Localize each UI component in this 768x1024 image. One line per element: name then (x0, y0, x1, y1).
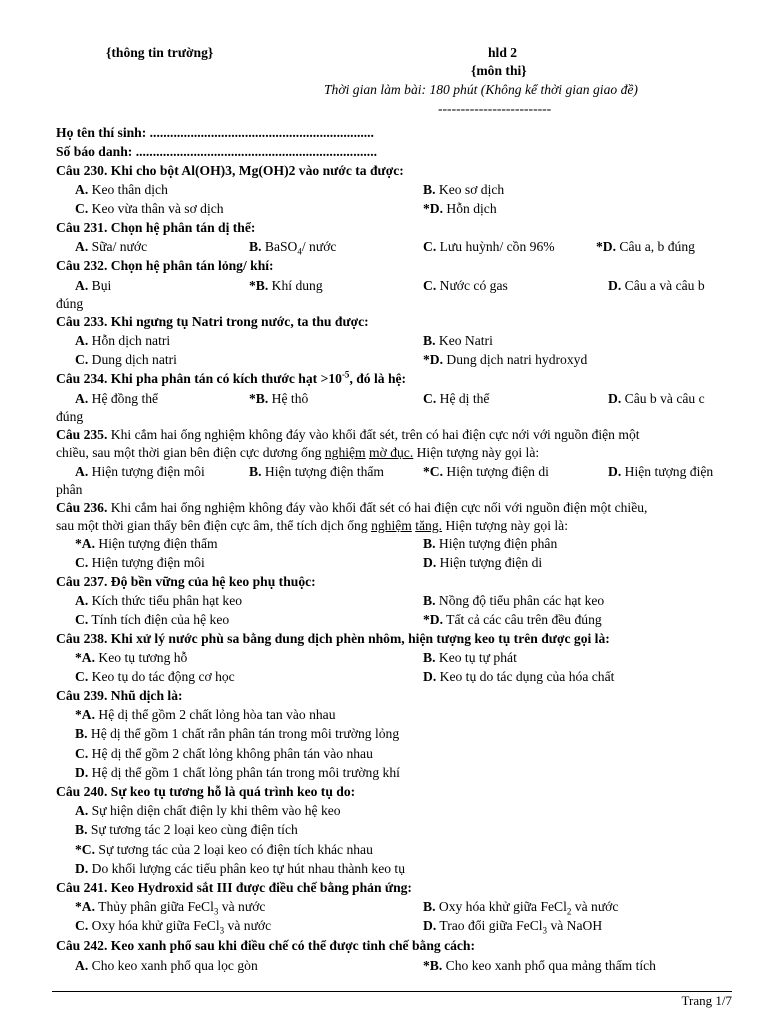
question-230: Câu 230. Khi cho bột Al(OH)3, Mg(OH)2 vào nước ta được: (56, 163, 404, 178)
answer-a: A. Hiện tượng điện môi (75, 464, 205, 479)
question-233: Câu 233. Khi ngưng tụ Natri trong nước, ta thu được: (56, 314, 369, 329)
question-242: Câu 242. Keo xanh phổ sau khi điều chế có thể được tinh chế bằng cách: (56, 938, 476, 953)
answer-d: D. Do khối lượng các tiểu phân keo tự hút nhau thành keo tụ (75, 861, 405, 876)
answer-row (56, 745, 732, 763)
answer-c: C. Oxy hóa khử giữa FeCl$_3$ và nước (75, 918, 272, 936)
answer-row (56, 351, 732, 369)
answer-d: D. Keo tụ do tác dụng của hóa chất (423, 669, 615, 684)
answer-a: A. Hệ đồng thể (75, 391, 159, 406)
answer-d-correct: *D. Hỗn dịch (423, 201, 497, 216)
answer-b-correct: *B. Khí dung (249, 278, 323, 293)
student-id-field: Số báo danh: ....................................................................... (56, 144, 377, 159)
answer-d-correct: *D. Tất cả các câu trên đều đúng (423, 612, 602, 627)
answer-d: D. Câu a và câu b (608, 278, 705, 293)
answer-c: C. Nước có gas (423, 278, 508, 293)
question-241: Câu 241. Keo Hydroxid sắt III được điều chế bằng phản ứng: (56, 880, 412, 895)
page-number: Trang 1/7 (681, 993, 732, 1008)
answer-c: C. Hệ dị thể gồm 2 chất lỏng không phân tán vào nhau (75, 746, 373, 761)
answer-row (56, 649, 732, 667)
answer-d: D. Trao đổi giữa FeCl$_3$ và NaOH (423, 918, 603, 936)
answer-row (56, 181, 732, 199)
answer-c: C. Dung dịch natri (75, 352, 177, 367)
exam-code: hld 2 (488, 45, 518, 60)
answer-d-continuation: đúng (56, 409, 84, 424)
answer-row (56, 463, 732, 481)
answer-d: D. Hiện tượng điện di (423, 555, 543, 570)
answer-b-correct: *B. Cho keo xanh phổ qua mảng thấm tích (423, 958, 656, 973)
answer-b: B. Keo sơ dịch (423, 182, 505, 197)
answer-row (56, 668, 732, 686)
answer-c: C. Lưu huỳnh/ cồn 96% (423, 239, 555, 254)
question-232: Câu 232. Chọn hệ phân tán lỏng/ khí: (56, 258, 274, 273)
answer-a-correct: *A. Hiện tượng điện thẩm (75, 536, 218, 551)
answer-row (56, 535, 732, 553)
answer-d-correct: *D. Câu a, b đúng (596, 239, 695, 254)
answer-d: D. Hiện tượng điện (608, 464, 714, 479)
answer-row (56, 821, 732, 839)
student-name-field: Họ tên thí sinh: .................................................................. (56, 125, 374, 140)
answer-d-continuation: đúng (56, 296, 84, 311)
answer-c: C. Hiện tượng điện môi (75, 555, 205, 570)
question-238: Câu 238. Khi xử lý nước phù sa bằng dung dịch phèn nhôm, hiện tượng keo tụ trên được gọi là: (56, 631, 610, 646)
school-info: {thông tin trường} (106, 45, 214, 60)
answer-a: A. Sự hiện diện chất điện ly khi thêm vào hệ keo (75, 803, 341, 818)
answer-row (56, 200, 732, 218)
answer-row (56, 860, 732, 878)
answer-c-correct: *C. Sự tương tác của 2 loại keo có điện tích khác nhau (75, 842, 373, 857)
footer-divider (52, 991, 732, 992)
answer-b: B. Nồng độ tiểu phân các hạt keo (423, 593, 605, 608)
question-234: Câu 234. Khi pha phân tán có kích thước hạt $>10^{-5}$, đó là hệ: (56, 369, 407, 386)
question-235: Câu 235. Khi cắm hai ống nghiệm không đáy vào khối đất sét, trên có hai điện cực nới với nguồn điện một (56, 427, 640, 442)
question-237: Câu 237. Độ bền vững của hệ keo phụ thuộc: (56, 574, 316, 589)
answer-c-correct: *C. Hiện tượng điện di (423, 464, 549, 479)
answer-row (56, 725, 732, 743)
answer-b: B. Hiện tượng điện thẩm (249, 464, 385, 479)
answer-d-correct: *D. Dung dịch natri hydroxyd (423, 352, 588, 367)
answer-c: C. Keo tụ do tác động cơ học (75, 669, 235, 684)
question-240: Câu 240. Sự keo tụ tương hỗ là quá trình keo tụ do: (56, 784, 356, 799)
answer-b: B. BaSO$_4$/ nước (249, 239, 337, 257)
answer-d: D. Câu b và câu c (608, 391, 705, 406)
answer-b: B. Hệ dị thể gồm 1 chất rắn phân tán trong môi trường lỏng (75, 726, 400, 741)
answer-b: B. Hiện tượng điện phân (423, 536, 558, 551)
answer-a: A. Cho keo xanh phổ qua lọc gòn (75, 958, 258, 973)
answer-row (56, 764, 732, 782)
answer-b: B. Keo tụ tự phát (423, 650, 517, 665)
answer-a: A. Keo thân dịch (75, 182, 168, 197)
answer-row (56, 332, 732, 350)
answer-b-correct: *B. Hệ thô (249, 391, 309, 406)
answer-a: A. Sữa/ nước (75, 239, 148, 254)
answer-row (56, 898, 732, 916)
exam-time: Thời gian làm bài: 180 phút (Không kể thời gian giao đề) (324, 82, 638, 97)
answer-c: C. Keo vừa thân và sơ dịch (75, 201, 224, 216)
subject-name: {môn thi} (471, 63, 527, 78)
question-231: Câu 231. Chọn hệ phân tán dị thể: (56, 220, 256, 235)
answer-b: B. Sự tương tác 2 loại keo cùng điện tích (75, 822, 298, 837)
answer-d: D. Hệ dị thể gồm 1 chất lỏng phân tán trong môi trường khí (75, 765, 400, 780)
question-235-cont: chiều, sau một thời gian bên điện cực dương ống nghiệm mờ đục. Hiện tượng này gọi là: (56, 445, 540, 460)
answer-row (56, 238, 732, 256)
header-divider: ------------------------- (438, 101, 552, 116)
answer-row (56, 802, 732, 820)
answer-c: C. Tính tích điện của hệ keo (75, 612, 230, 627)
answer-row (56, 706, 732, 724)
answer-a: A. Bụi (75, 278, 112, 293)
answer-a-correct: *A. Hệ dị thể gồm 2 chất lỏng hòa tan vào nhau (75, 707, 336, 722)
answer-b: B. Keo Natri (423, 333, 493, 348)
answer-a: A. Kích thức tiểu phân hạt keo (75, 593, 243, 608)
answer-c: C. Hệ dị thể (423, 391, 490, 406)
answer-row (56, 841, 732, 859)
answer-a-correct: *A. Keo tụ tương hỗ (75, 650, 188, 665)
answer-row (56, 611, 732, 629)
answer-a: A. Hỗn dịch natri (75, 333, 171, 348)
answer-d-continuation: phân (56, 482, 83, 497)
answer-row (56, 592, 732, 610)
answer-row (56, 390, 732, 408)
answer-b: B. Oxy hóa khử giữa FeCl$_2$ và nước (423, 899, 619, 917)
answer-a-correct: *A. Thủy phân giữa FeCl$_3$ và nước (75, 899, 266, 917)
answer-row (56, 957, 732, 975)
question-236-cont: sau một thời gian thấy bên điện cực âm, thể tích dịch ống nghiệm tăng. Hiện tượng này gọi là: (56, 518, 568, 533)
question-239: Câu 239. Nhũ dịch là: (56, 688, 183, 703)
answer-row (56, 554, 732, 572)
answer-row (56, 917, 732, 935)
answer-row (56, 277, 732, 295)
question-236: Câu 236. Khi cắm hai ống nghiệm không đáy vào khối đất sét có hai điện cực nối với nguồn điện một chiều, (56, 500, 648, 515)
